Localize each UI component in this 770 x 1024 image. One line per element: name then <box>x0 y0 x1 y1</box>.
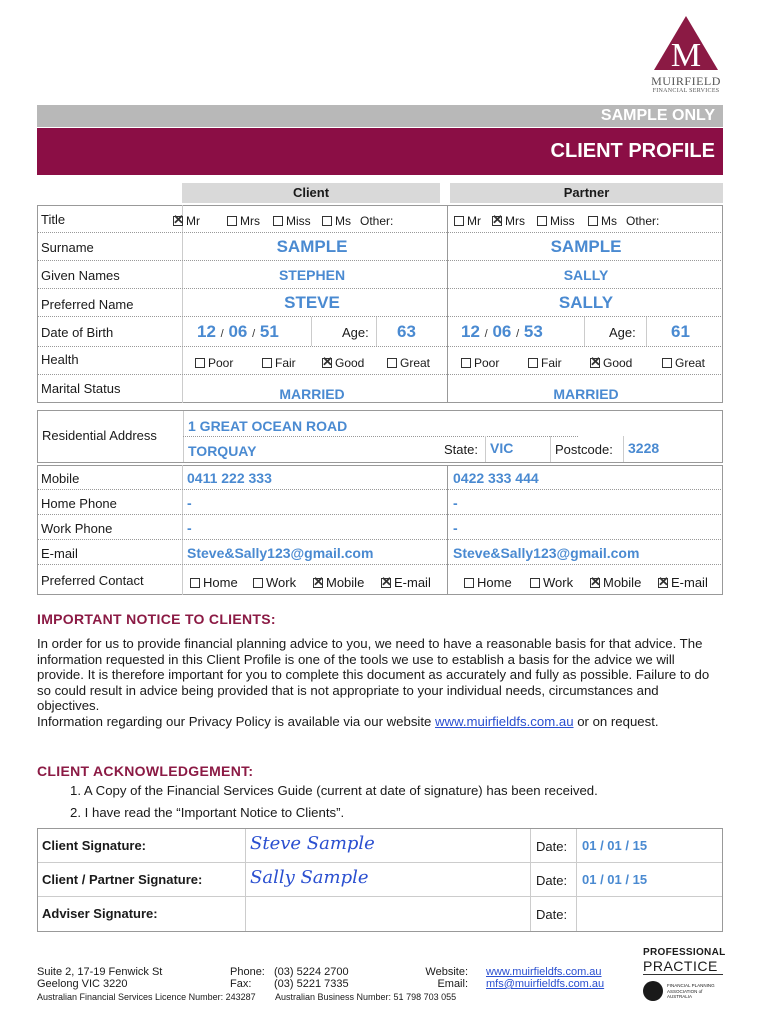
mobile-label: Mobile <box>41 471 80 486</box>
partner-work-phone-field[interactable]: - <box>453 520 458 536</box>
client-work-phone-field[interactable]: - <box>187 520 192 536</box>
client-column-header: Client <box>182 183 440 203</box>
client-date-field[interactable]: 01 / 01 / 15 <box>582 838 648 853</box>
partner-age-label: Age: <box>609 325 636 340</box>
logo-diamond-icon <box>636 14 736 74</box>
partner-title-miss-checkbox[interactable]: Miss <box>537 214 575 228</box>
partner-contact-email-checkbox[interactable]: ✕ E-mail <box>658 575 708 590</box>
adviser-signature-label: Adviser Signature: <box>42 906 158 921</box>
email-label: E-mail <box>41 546 78 561</box>
given-names-label: Given Names <box>41 268 120 283</box>
partner-title-other-label: Other: <box>626 214 660 228</box>
partner-title-mrs-checkbox[interactable]: ✕ Mrs <box>492 214 525 228</box>
date-of-birth-row <box>37 317 723 347</box>
partner-title-ms-checkbox[interactable]: Ms <box>588 214 617 228</box>
client-marital-field[interactable]: MARRIED <box>279 386 345 402</box>
footer-licence: Australian Financial Services Licence Number: 243287 <box>37 992 256 1002</box>
preferred-contact-row <box>37 565 723 595</box>
logo-letter: M <box>670 37 702 74</box>
client-health-good-checkbox[interactable]: ✕ Good <box>322 356 364 370</box>
surname-row <box>37 233 723 261</box>
preferred-name-row <box>37 289 723 317</box>
client-date-label: Date: <box>536 839 568 854</box>
client-title-ms-checkbox[interactable]: Ms <box>322 214 351 228</box>
client-surname-field[interactable]: SAMPLE <box>276 237 348 256</box>
given-names-row <box>37 261 723 289</box>
privacy-website-link[interactable]: www.muirfieldfs.com.au <box>435 713 574 729</box>
partner-mobile-field[interactable]: 0422 333 444 <box>453 470 539 486</box>
partner-email-field[interactable]: Steve&Sally123@gmail.com <box>453 545 640 561</box>
client-profile-banner <box>37 128 723 175</box>
signature-table <box>37 828 723 932</box>
logo-subtitle: FINANCIAL SERVICES <box>652 88 720 94</box>
client-signature-label: Client Signature: <box>42 838 147 853</box>
client-signature-row <box>38 829 722 863</box>
email-row <box>37 540 723 565</box>
adviser-date-label: Date: <box>536 907 568 922</box>
logo-name: MUIRFIELD <box>651 74 721 88</box>
work-phone-row <box>37 515 723 540</box>
address-box <box>37 410 723 463</box>
partner-given-names-field[interactable]: SALLY <box>563 267 609 283</box>
health-row <box>37 347 723 375</box>
footer-website-link[interactable]: www.muirfieldfs.com.au <box>486 966 602 978</box>
footer-abn: Australian Business Number: 51 798 703 055 <box>275 992 457 1002</box>
client-contact-email-checkbox[interactable]: ✕ E-mail <box>381 575 431 590</box>
partner-date-label: Date: <box>536 873 568 888</box>
suburb-field[interactable]: TORQUAY <box>188 443 257 459</box>
marital-status-row <box>37 375 723 403</box>
partner-contact-mobile-checkbox[interactable]: ✕ Mobile <box>590 575 641 590</box>
surname-label: Surname <box>41 240 94 255</box>
marital-status-label: Marital Status <box>41 381 121 396</box>
client-email-field[interactable]: Steve&Sally123@gmail.com <box>187 545 374 561</box>
fpa-icon <box>643 981 663 1001</box>
partner-health-great-checkbox[interactable]: Great <box>662 356 705 370</box>
footer-address-line-2: Geelong VIC 3220 <box>37 978 128 990</box>
home-phone-label: Home Phone <box>41 496 117 511</box>
partner-date-field[interactable]: 01 / 01 / 15 <box>582 872 648 887</box>
important-notice-heading: IMPORTANT NOTICE TO CLIENTS: <box>37 611 276 627</box>
partner-preferred-name-field[interactable]: SALLY <box>558 293 614 312</box>
client-age-field[interactable]: 63 <box>397 322 416 341</box>
health-label: Health <box>41 352 79 367</box>
notice-paragraph-1: In order for us to provide financial planning advice to you, we need to have a reasonable basis for that advice. The information requested in this Client Profile is one of the tools we use to establish a basis for the advice we will provide. It is therefore important for you to complete this document as accurately and fully as possible. Failure to do so could result in advice being provided that is not appropriate to your individual needs, circumstances and objectives. <box>37 636 710 713</box>
client-title-mr-checkbox[interactable]: ✕ Mr <box>173 214 200 228</box>
postcode-field[interactable]: 3228 <box>628 440 660 456</box>
partner-title-mr-checkbox[interactable]: Mr <box>454 214 481 228</box>
state-label: State: <box>444 442 478 457</box>
partner-signature-label: Client / Partner Signature: <box>42 872 203 887</box>
ack-item-1: 1. A Copy of the Financial Services Guide (current at date of signature) has been received. <box>70 783 598 798</box>
footer-phone: (03) 5224 2700 <box>274 966 349 978</box>
footer-phone-fax: Phone: (03) 5224 2700 Fax: (03) 5221 7335 <box>230 966 349 990</box>
sample-only-text: SAMPLE ONLY <box>600 107 715 124</box>
partner-surname-field[interactable]: SAMPLE <box>550 237 622 256</box>
work-phone-label: Work Phone <box>41 521 113 536</box>
partner-health-poor-checkbox[interactable]: Poor <box>461 356 499 370</box>
home-phone-row <box>37 490 723 515</box>
client-dob-field[interactable]: 12 / 06 / 51 <box>197 322 279 341</box>
client-health-poor-checkbox[interactable]: Poor <box>195 356 233 370</box>
footer-address <box>37 966 162 990</box>
client-mobile-field[interactable]: 0411 222 333 <box>187 470 272 486</box>
preferred-contact-label: Preferred Contact <box>41 573 144 588</box>
footer-fax: (03) 5221 7335 <box>274 978 349 990</box>
footer-address-line-1: Suite 2, 17-19 Fenwick St <box>37 966 163 978</box>
partner-contact-work-checkbox[interactable]: Work <box>530 575 573 590</box>
client-signature-field[interactable]: Steve Sample <box>250 833 375 854</box>
footer-email-link[interactable]: mfs@muirfieldfs.com.au <box>486 978 605 990</box>
partner-column-header: Partner <box>450 183 723 203</box>
partner-contact-home-checkbox[interactable]: Home <box>464 575 512 590</box>
address-label: Residential Address <box>42 428 157 443</box>
partner-signature-row <box>38 863 722 897</box>
partner-age-field[interactable]: 61 <box>671 322 690 341</box>
client-title-mrs-checkbox[interactable]: Mrs <box>227 214 260 228</box>
client-health-fair-checkbox[interactable]: Fair <box>262 356 296 370</box>
client-contact-home-checkbox[interactable]: Home <box>190 575 238 590</box>
preferred-name-label: Preferred Name <box>41 297 134 312</box>
partner-health-good-checkbox[interactable]: ✕ Good <box>590 356 632 370</box>
client-title-other-label: Other: <box>360 214 394 228</box>
important-notice-text: In order for us to provide financial planning advice to you, we need to have a reasonable basis for that advice. The information requested in this Client Profile is one of the tools we use to establish a basis for the advice we will provide. It is therefore important for you to complete this document as accurately and fully as possible. Failure to do so could result in advice being provided that is not appropriate to your individual needs, circumstances and objectives. Information regarding our Privacy Policy is available via our website www.muirfieldfs.com.au or on request. <box>37 636 723 729</box>
street-field[interactable]: 1 GREAT OCEAN ROAD <box>188 418 348 434</box>
notice-paragraph-2: Information regarding our Privacy Policy is available via our website <box>37 713 436 729</box>
footer-web-email <box>486 966 604 990</box>
partner-dob-field[interactable]: 12 / 06 / 53 <box>461 322 543 341</box>
client-age-label: Age: <box>342 325 369 340</box>
acknowledgement-list <box>70 783 720 820</box>
client-contact-work-checkbox[interactable]: Work <box>253 575 296 590</box>
client-health-great-checkbox[interactable]: Great <box>387 356 430 370</box>
title-label: Title <box>41 212 66 227</box>
title-row <box>37 205 723 233</box>
mobile-row <box>37 465 723 490</box>
footer-web-labels: Website: Email: <box>425 966 468 990</box>
muirfield-logo <box>636 14 736 94</box>
client-home-phone-field[interactable]: - <box>187 495 192 511</box>
client-title-miss-checkbox[interactable]: Miss <box>273 214 311 228</box>
client-given-names-field[interactable]: STEPHEN <box>278 267 346 283</box>
professional-practice-logo: PROFESSIONAL PRACTICE FINANCIAL PLANNING ASSOCIATION of AUSTRALIA <box>643 947 726 999</box>
partner-marital-field[interactable]: MARRIED <box>553 386 619 402</box>
ack-item-2: 2. I have read the “Important Notice to Clients”. <box>70 804 345 820</box>
sample-only-banner <box>37 105 723 127</box>
acknowledgement-heading: CLIENT ACKNOWLEDGEMENT: <box>37 763 254 779</box>
postcode-label: Postcode: <box>555 442 613 457</box>
partner-health-fair-checkbox[interactable]: Fair <box>528 356 562 370</box>
partner-signature-field[interactable]: Sally Sample <box>250 867 369 888</box>
dob-label: Date of Birth <box>41 325 114 340</box>
client-profile-title: CLIENT PROFILE <box>550 140 715 162</box>
state-field[interactable]: VIC <box>490 440 514 456</box>
partner-home-phone-field[interactable]: - <box>453 495 458 511</box>
adviser-signature-row <box>38 897 722 931</box>
client-contact-mobile-checkbox[interactable]: ✕ Mobile <box>313 575 364 590</box>
client-preferred-name-field[interactable]: STEVE <box>284 293 340 312</box>
